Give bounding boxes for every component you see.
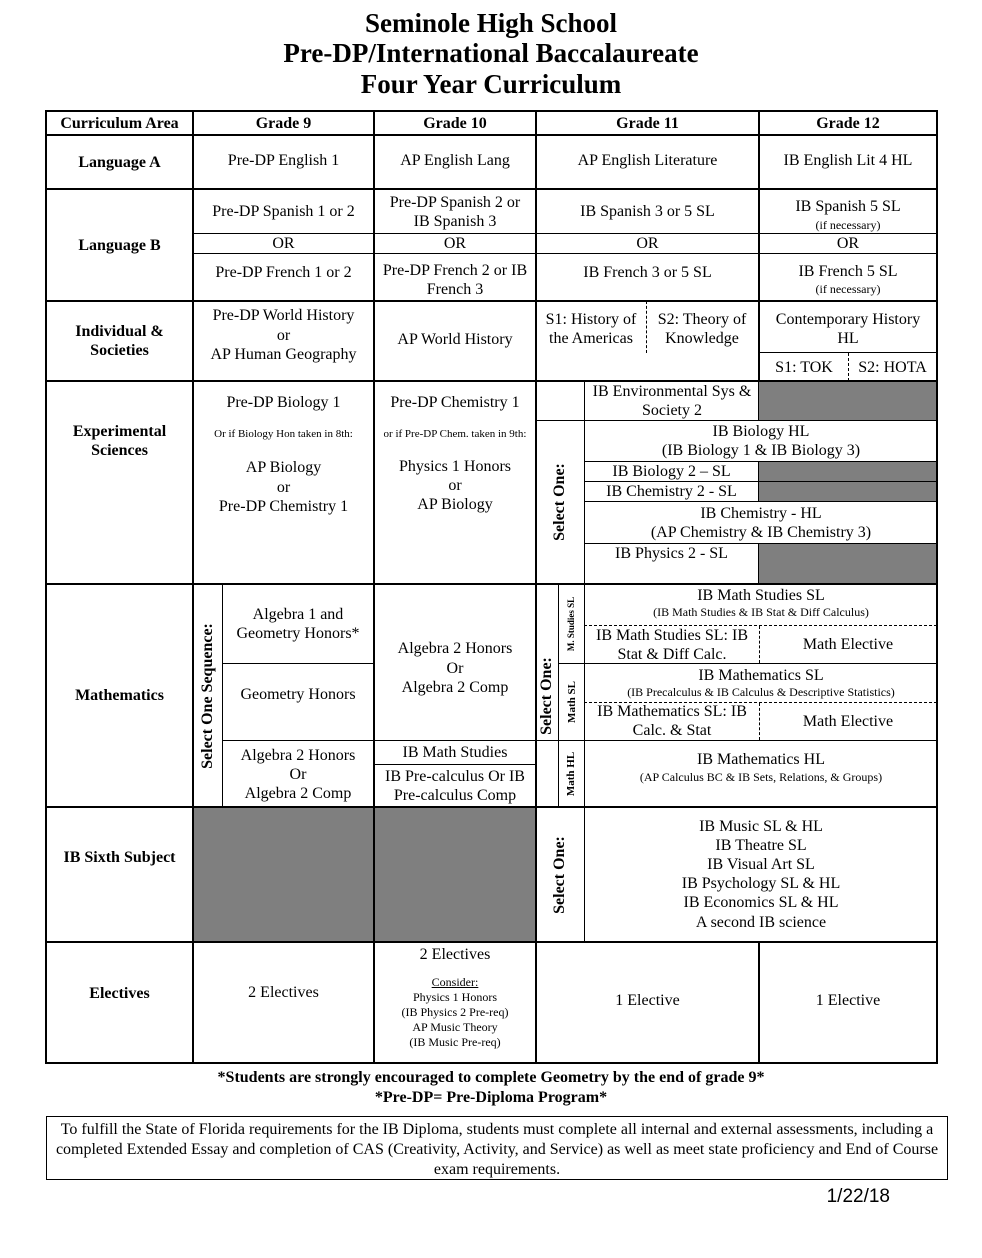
individuals-g9-alt: AP Human Geography	[210, 345, 357, 363]
sciences-g10-opt1: Physics 1 Honors	[398, 457, 511, 475]
sciences-g9-opt2: Pre-DP Chemistry 1	[218, 497, 349, 515]
pre-dp-note: *Pre-DP= Pre-Diploma Program*	[374, 1089, 608, 1106]
sciences-g10-condition: or if Pre-DP Chem. taken in 9th:	[383, 427, 527, 440]
sciences-g10-opt2: AP Biology	[417, 495, 493, 513]
header-grade-11: Grade 11	[616, 114, 679, 132]
curriculum-title: Four Year Curriculum	[360, 69, 622, 99]
french-g10: Pre-DP French 2 or IB French 3	[382, 262, 528, 298]
math-g10-ab1: Algebra 2 Honors	[397, 639, 513, 657]
math-elective: Math Elective	[802, 636, 894, 653]
french-g11: IB French 3 or 5 SL	[583, 263, 712, 281]
area-mathematics: Mathematics	[75, 687, 164, 704]
electives-g10-line: AP Music Theory	[412, 1019, 498, 1034]
biology-hl-note: (IB Biology 1 & IB Biology 3)	[661, 441, 861, 459]
sixth-select-one: Select One:	[551, 835, 568, 914]
chemistry-hl: IB Chemistry - HL	[700, 504, 822, 522]
sciences-select-one: Select One:	[551, 463, 568, 541]
french-g12: IB French 5 SL	[798, 262, 898, 280]
lang-a-g10: AP English Lang	[400, 151, 510, 169]
electives-g10-line: Physics 1 Honors	[412, 989, 497, 1004]
chemistry-hl-note: (AP Chemistry & IB Chemistry 3)	[650, 523, 872, 541]
math-g10-precalc: IB Pre-calculus Or IB Pre-calculus Comp	[385, 767, 525, 804]
area-electives: Electives	[89, 984, 150, 1002]
geometry-note: *Students are strongly encouraged to complete Geometry by the end of grade 9*	[217, 1069, 765, 1086]
area-experimental-sciences: Experimental Sciences	[72, 423, 167, 459]
header-grade-9: Grade 9	[255, 114, 312, 132]
electives-g10-line: (IB Music Pre-req)	[409, 1034, 501, 1049]
lang-a-g12: IB English Lit 4 HL	[783, 151, 913, 169]
electives-g11: 1 Elective	[615, 991, 680, 1009]
math-sl-tag: Math SL	[565, 681, 578, 723]
sciences-g9-condition: Or if Biology Hon taken in 8th:	[214, 427, 353, 440]
sixth-option: IB Psychology SL & HL	[681, 875, 841, 892]
french-g9: Pre-DP French 1 or 2	[215, 263, 352, 281]
electives-g12: 1 Elective	[815, 991, 881, 1009]
sciences-g10: Pre-DP Chemistry 1	[390, 393, 520, 411]
spanish-g12: IB Spanish 5 SL	[795, 197, 901, 215]
math-studies-g11: IB Math Studies SL: IB Stat & Diff Calc.	[595, 627, 748, 663]
individuals-g12-s1: S1: TOK	[775, 359, 833, 376]
electives-g10-line: (IB Physics 2 Pre-req)	[401, 1004, 509, 1019]
sciences-g9: Pre-DP Biology 1	[226, 393, 341, 411]
shaded-cell	[759, 543, 937, 584]
header-curriculum-area: Curriculum Area	[60, 114, 179, 132]
math-hl-tag: Math HL	[565, 751, 578, 796]
individuals-g12: Contemporary History HL	[775, 311, 921, 347]
math-studies-sl-note: (IB Math Studies & IB Stat & Diff Calculus)	[653, 605, 869, 619]
individuals-g9-or: or	[276, 326, 291, 344]
sixth-option: IB Economics SL & HL	[683, 894, 839, 911]
sciences-g9-opt1: AP Biology	[245, 458, 322, 476]
math-sl-note: (IB Precalculus & IB Calculus & Descriptive Statistics)	[627, 685, 895, 699]
sixth-option: A second IB science	[695, 914, 827, 931]
area-ib-sixth-subject: IB Sixth Subject	[63, 848, 176, 866]
individuals-g9: Pre-DP World History	[212, 306, 355, 324]
or-label: OR	[272, 235, 295, 252]
program-title: Pre-DP/International Baccalaureate	[283, 38, 699, 68]
area-language-b: Language B	[78, 236, 161, 254]
or-label: OR	[443, 235, 467, 252]
math-select-one: Select One:	[538, 656, 555, 735]
individuals-g10: AP World History	[397, 330, 513, 348]
spanish-g11: IB Spanish 3 or 5 SL	[580, 203, 715, 220]
shaded-cell	[759, 481, 937, 501]
individuals-g11-s1: S1: History of the Americas	[545, 311, 637, 347]
electives-g10-consider: Consider:	[431, 974, 479, 989]
french-g12-note: (if necessary)	[815, 282, 881, 296]
header-grade-10: Grade 10	[423, 114, 487, 132]
biology-hl: IB Biology HL	[712, 422, 810, 440]
shaded-cell	[193, 808, 374, 942]
florida-requirements-box: To fulfill the State of Florida requirements for the IB Diploma, students must complete all internal and external assessments, including a completed Extended Essay and completion of CAS (Creativity, Activity, and Service) as well as meet state proficiency and End of Course exam requirements.	[46, 1116, 948, 1180]
sixth-option: IB Theatre SL	[715, 837, 807, 854]
math-g9-option-c1: Algebra 2 Honors	[240, 746, 356, 764]
area-individuals-societies: Individual & Societies	[75, 323, 164, 359]
env-systems-society: IB Environmental Sys & Society 2	[592, 382, 752, 419]
math-g9-option-c2: Algebra 2 Comp	[244, 784, 352, 802]
physics-sl: IB Physics 2 - SL	[615, 544, 728, 562]
shaded-cell	[759, 461, 937, 481]
chemistry-sl: IB Chemistry 2 - SL	[606, 482, 737, 500]
electives-g9: 2 Electives	[248, 983, 319, 1001]
lang-a-g9: Pre-DP English 1	[227, 151, 340, 169]
math-select-sequence: Select One Sequence:	[198, 622, 216, 769]
or-label: OR	[636, 235, 659, 252]
individuals-g12-s2: S2: HOTA	[858, 359, 927, 376]
lang-a-g11: AP English Literature	[577, 151, 718, 169]
math-g10-ab2: Algebra 2 Comp	[401, 678, 509, 696]
or-label: OR	[836, 235, 860, 252]
math-g9-option-c-or: Or	[289, 765, 307, 783]
math-g9-option-b: Geometry Honors	[240, 685, 356, 703]
math-sl-g11: IB Mathematics SL: IB Calc. & Stat	[597, 703, 747, 739]
spanish-g12-note: (if necessary)	[815, 218, 881, 232]
sixth-option: IB Music SL & HL	[699, 818, 823, 835]
spanish-g10: Pre-DP Spanish 2 or IB Spanish 3	[389, 193, 521, 230]
sciences-g9-or: or	[276, 478, 291, 496]
shaded-cell	[759, 381, 937, 420]
math-g10-studies: IB Math Studies	[402, 743, 508, 761]
revision-date: 1/22/18	[826, 1186, 890, 1207]
math-elective: Math Elective	[802, 713, 894, 730]
spanish-g9: Pre-DP Spanish 1 or 2	[212, 203, 355, 220]
math-g9-option-a: Algebra 1 and Geometry Honors*	[236, 606, 360, 642]
math-sl: IB Mathematics SL	[698, 666, 824, 684]
area-language-a: Language A	[78, 153, 161, 171]
shaded-cell	[374, 808, 536, 942]
header-grade-12: Grade 12	[816, 114, 880, 132]
biology-sl: IB Biology 2 – SL	[612, 462, 731, 480]
math-studies-sl: IB Math Studies SL	[697, 586, 825, 604]
math-hl: IB Mathematics HL	[697, 750, 825, 768]
school-title: Seminole High School	[364, 8, 618, 38]
math-hl-note: (AP Calculus BC & IB Sets, Relations, & Groups)	[639, 770, 883, 784]
sixth-option: IB Visual Art SL	[707, 856, 815, 873]
math-studies-tag: M. Studies SL	[566, 596, 577, 652]
electives-g10: 2 Electives	[419, 945, 491, 963]
sciences-g10-or: or	[448, 476, 462, 494]
individuals-g11-s2: S2: Theory of Knowledge	[657, 311, 747, 347]
math-g10-ab-or: Or	[446, 659, 464, 677]
